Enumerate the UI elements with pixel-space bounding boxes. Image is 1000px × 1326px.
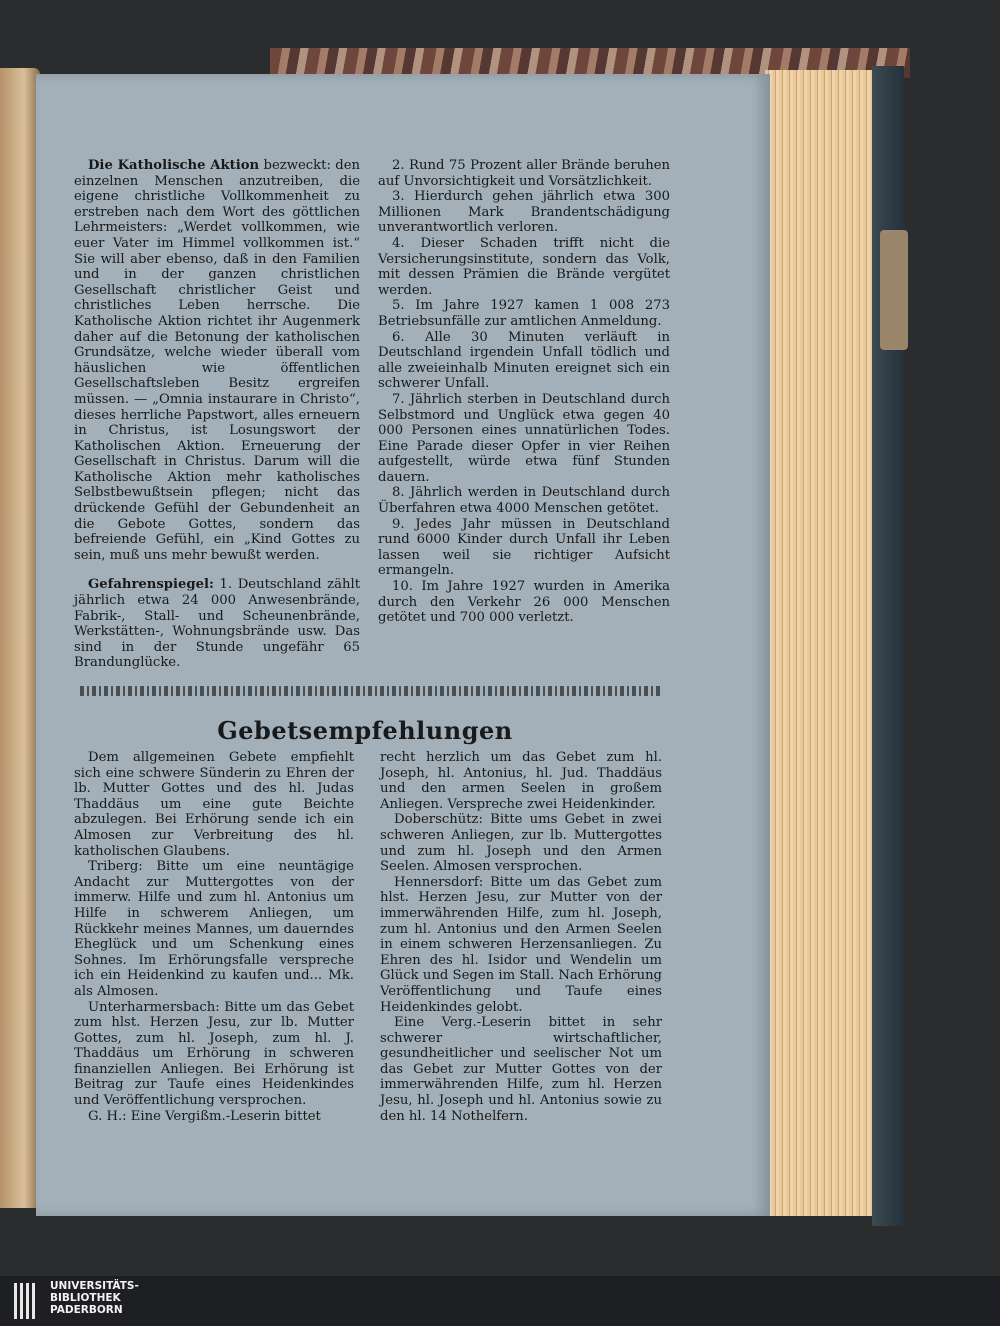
- section-heading: Gebetsempfehlungen: [217, 716, 513, 745]
- paragraph-katholische-aktion: [74, 158, 360, 563]
- lead-katholische-aktion: Die Katholische Aktion: [88, 158, 260, 173]
- prayer-request: Dem allgemeinen Gebete empfiehlt sich eine schwere Sünderin zu Ehren der lb. Mutter Gottes und des hl. Judas Thaddäus um eine gute Beichte abzulegen. Bei Erhörung sende ich ein Almosen zur Verbreitung des hl. katholischen Glaubens.: [74, 750, 354, 859]
- fact-item: 10. Im Jahre 1927 wurden in Amerika durch den Verkehr 26 000 Menschen getötet und 700 000 verletzt.: [378, 579, 670, 626]
- prayer-request: Hennersdorf: Bitte um das Gebet zum hlst. Herzen Jesu, zur Mutter von der immerwährenden Hilfe, zum hl. Joseph, zum hl. Antonius und den Armen Seelen in einem schweren Herzensanliegen. Zu Ehren des hl. Isidor und Wendelin um Glück und Segen im Stall. Nach Erhörung Veröffentlichung und Taufe eines Heidenkindes gelobt.: [380, 874, 662, 1015]
- fact-item: 8. Jährlich werden in Deutschland durch Überfahren etwa 4000 Menschen getötet.: [378, 485, 670, 517]
- prayer-request: Eine Verg.-Leserin bittet in sehr schwerer wirtschaftlicher, gesundheitlicher und seelischer Not um das Gebet zur Mutter Gottes von der immerwährenden Hilfe, zum hl. Herzen Jesu, hl. Joseph und hl. Antonius sowie zu den hl. 14 Nothelfern.: [380, 1015, 662, 1124]
- prayer-request: recht herzlich um das Gebet zum hl. Joseph, hl. Antonius, hl. Jud. Thaddäus und den armen Seelen in großem Anliegen. Verspreche zwei Heidenkinder.: [380, 750, 662, 812]
- article-left-column: [74, 158, 360, 671]
- prayer-right-column: [380, 750, 662, 1124]
- logo-line: PADERBORN: [50, 1304, 123, 1316]
- fact-item: 2. Rund 75 Prozent aller Brände beruhen auf Unvorsichtigkeit und Vorsätzlichkeit.: [378, 158, 670, 189]
- paragraph-gefahrenspiegel: [74, 577, 360, 671]
- lead-gefahrenspiegel: Gefahrenspiegel:: [88, 577, 214, 593]
- fact-item: 9. Jedes Jahr müssen in Deutschland rund 6000 Kinder durch Unfall ihr Leben lassen weil sie richtiger Aufsicht ermangeln.: [378, 516, 670, 579]
- fact-item: 3. Hierdurch gehen jährlich etwa 300 Millionen Mark Brandentschädigung unverantwortlich verloren.: [378, 189, 670, 236]
- prayer-request: G. H.: Eine Vergißm.-Leserin bittet: [88, 1108, 321, 1124]
- fact-item: 7. Jährlich sterben in Deutschland durch Selbstmord und Unglück etwa gegen 40 000 Personen eines unnatürlichen Todes. Eine Parade dieser Opfer in vier Reihen aufgestellt, würde etwa fünf Stunden dauern.: [378, 391, 670, 485]
- logo-line: UNIVERSITÄTS-: [50, 1280, 139, 1292]
- ornamental-divider: [80, 686, 660, 696]
- prayer-request: Triberg: Bitte um eine neuntägige Andacht zur Muttergottes von der immerw. Hilfe und zum hl. Antonius um Hilfe in schwerem Anliegen, um Rückkehr meines Mannes, um dauerndes Eheglück und um Schenkung eines Sohnes. Im Erhörungsfalle verspreche ich ein Heidenkind zu kaufen und... Mk. als Almosen.: [74, 859, 354, 999]
- prayer-request: Doberschütz: Bitte ums Gebet in zwei schweren Anliegen, zur lb. Muttergottes und zum hl. Joseph und den Armen Seelen. Almosen versprochen.: [380, 812, 662, 875]
- library-logo-text: [50, 1280, 139, 1316]
- text-gefahrenspiegel: 1. Deutschland zählt jährlich etwa 24 000 Anwesenbrände, Fabrik-, Stall- und Scheunenbrände, Werkstätten-, Wohnungsbrände usw. Das sind in der Stunde ungefähr 65 Brandunglücke.: [74, 577, 360, 671]
- logo-line: BIBLIOTHEK: [50, 1292, 121, 1304]
- left-page-edge: [0, 68, 40, 1208]
- fact-item: 4. Dieser Schaden trifft nicht die Versicherungsinstitute, sondern das Volk, mit dessen Prämien die Brände vergütet werden.: [378, 235, 670, 298]
- article-right-column: [378, 158, 670, 626]
- fact-item: 6. Alle 30 Minuten verläuft in Deutschland irgendein Unfall tödlich und alle zweieinhalb Minuten ereignet sich ein schwerer Unfall.: [378, 329, 670, 392]
- prayer-request: Unterharmersbach: Bitte um das Gebet zum hlst. Herzen Jesu, zur lb. Mutter Gottes, zum hl. Joseph, zum hl. J. Thaddäus um Erhörung in schweren finanziellen Anliegen. Bei Erhörung ist Beitrag zur Taufe eines Heidenkindes und Veröffentlichung versprochen.: [74, 999, 354, 1109]
- fact-item: 5. Im Jahre 1927 kamen 1 008 273 Betriebsunfälle zur amtlichen Anmeldung.: [378, 298, 670, 329]
- library-footer: [0, 1276, 1000, 1326]
- text-katholische-aktion: bezweckt: den einzelnen Menschen anzutreiben, die eigene christliche Vollkommenheit zu erstreben nach dem Wort des göttlichen Lehrmeisters: „Werdet vollkommen, wie euer Vater im Himmel vollkommen ist.“ Sie will aber ebenso, daß in den Familien und in der ganzen christlichen Gesellschaft christlicher Geist und christliches Leben herrsche. Die Katholische Aktion richtet ihr Augenmerk daher auf die Betonung der katholischen Grundsätze, welche wieder überall vom häuslichen wie öffentlichen Gesellschaftsleben Besitz ergreifen müssen. — „Omnia instaurare in Christo“, dieses herrliche Papstwort, alles erneuern in Christus, ist Losungswort der Katholischen Aktion. Erneuerung der Gesellschaft in Christus. Darum will die Katholische Aktion mehr katholisches Selbstbewußtsein pflegen; nicht das drückende Gefühl der Gebundenheit an die Gebote Gottes, sondern das befreiende Gefühl, ein „Kind Gottes zu sein, muß uns mehr bewußt werden.: [74, 158, 360, 563]
- book-page-edges: [765, 70, 875, 1216]
- prayer-left-column: [74, 750, 354, 1124]
- bookmark-tab: [880, 230, 908, 350]
- library-logo-icon: [14, 1283, 36, 1319]
